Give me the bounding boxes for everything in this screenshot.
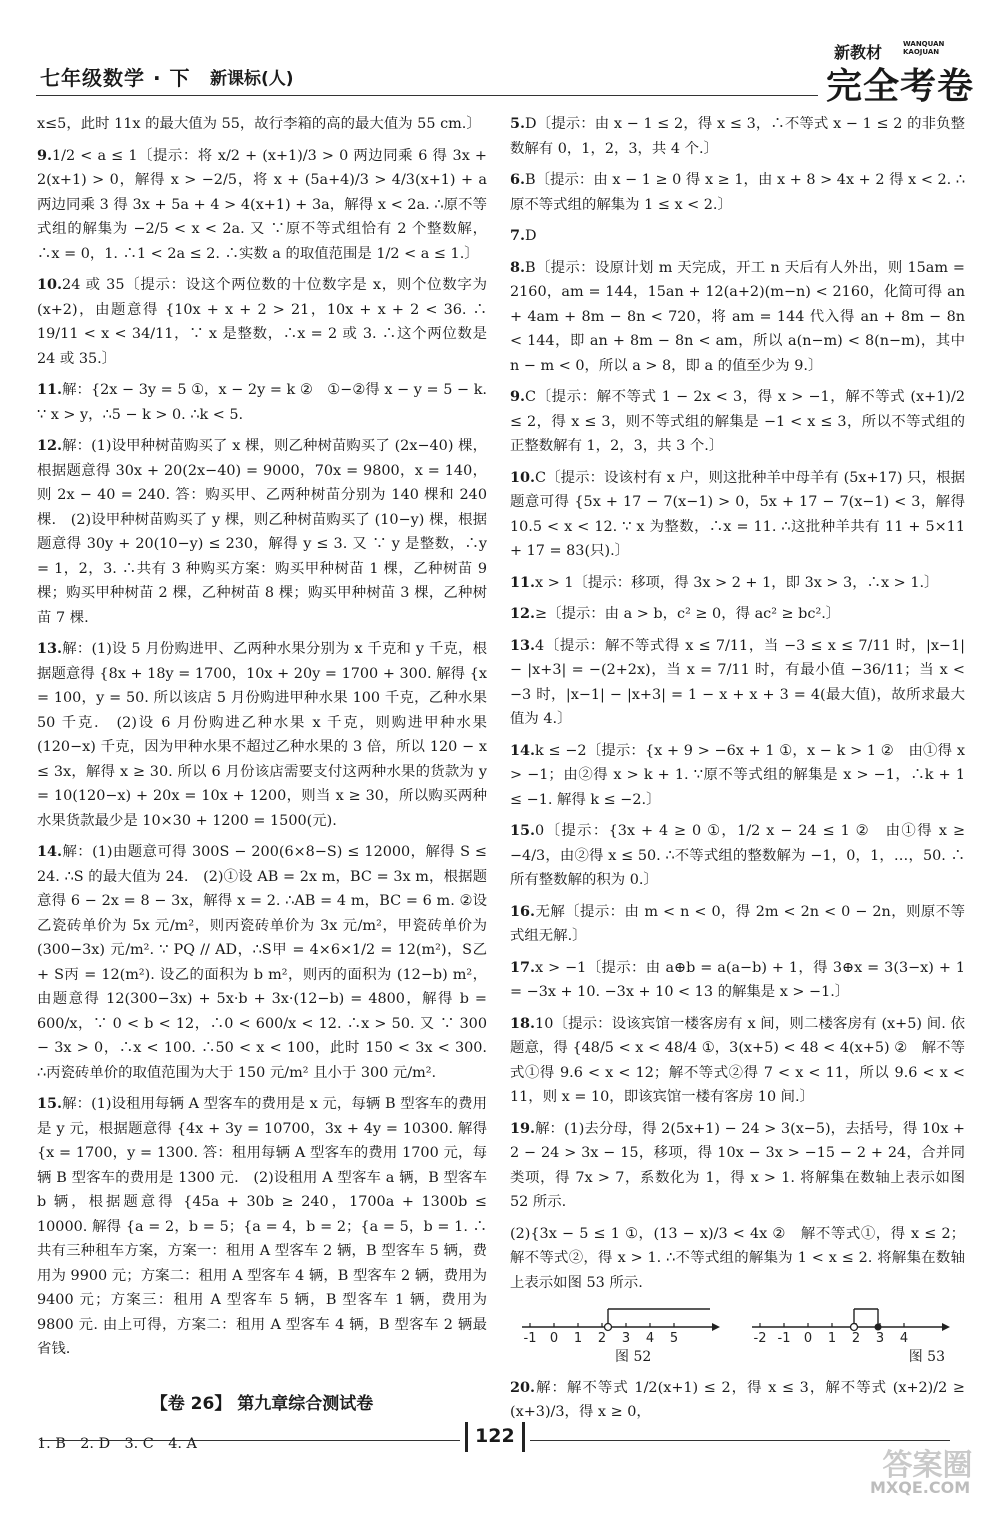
answer-text: 解：(1)设租用每辆 A 型客车的费用是 x 元，每辆 B 型客车的费用是 y 元，根据题意得 {4x + 3y = 10700，3x + 4y = 10300. 解得 {x = 1700，y = 1300. 答：租用每辆 A 型客车的费用 1700 元，每辆 B 型客车的费用是 1300 元. (2)设租用 A 型客车 a 辆，B 型客车 b 辆，根据题意得 {45a + 30b ≥ 240，1700a + 1300b ≤ 10000. 解得 {a = 2，b = 5；{a = 4，b = 2；{a = 5，b = 1. ∴共有三种租车方案，方案一：租用 A 型客车 2 辆，B 型客车 5 辆，费用为 9900 元；方案二：租用 A 型客车 4 辆，B 型客车 2 辆，费用为 9400 元；方案三：租用 A 型客车 5 辆，B 型客车 1 辆，费用为 9800 元. 由上可得，方案二：租用 A 型客车 4 辆，B 型客车 2 辆最省钱. [37, 1096, 487, 1357]
answer-text: 解：解不等式 1/2(x+1) ≤ 2，得 x ≤ 3，解不等式 (x+2)/2 ≥ (x+3)/3，得 x ≥ 0， [510, 1379, 965, 1420]
answer-text: (2){3x − 5 ≤ 1 ①，(13 − x)/3 < 4x ② 解不等式①，得 x ≤ 2；解不等式②，得 x > 1. ∴不等式组的解集为 1 < x ≤ 2. 将解集在数轴上表示如图 53 所示. [510, 1225, 965, 1291]
answer-text: D〔提示：由 x − 1 ≤ 2，得 x ≤ 3，∴不等式 x − 1 ≤ 2 的非负整数解有 0，1，2，3，共 4 个.〕 [510, 116, 965, 157]
answer-text: 24 或 35〔提示：设这个两位数的十位数字是 x，则个位数字为 (x+2)，由题意得 {10x + x + 2 > 21，10x + x + 2 < 36. ∴ 19/11 < x < 34/11，∵ x 是整数，∴x = 2 或 3. ∴这个两位数是 24 或 35.〕 [37, 277, 487, 367]
answer-text: k ≤ −2〔提示：{x + 9 > −6x + 1 ①，x − k > 1 ② 由①得 x > −1；由②得 x > k + 1. ∵原不等式组的解集是 x > −1，∴k + 1 ≤ −1. 解得 k ≤ −2.〕 [510, 742, 965, 808]
question-number: 10. [37, 276, 63, 293]
left-answer-item [37, 434, 487, 630]
figure-53-caption: 图 53 [908, 1349, 945, 1365]
answer-text: B〔提示：设原计划 m 天完成，开工 n 天后有人外出，则 15am = 2160，am = 144，15an + 12(a+2)(m−n) < 2160，化简可得 an + 4am + 8m − 8n < 720，将 am = 144 代入得 an + 8m − 8n < 144，即 an + 8m − 8n < am，所以 a(n−m) < 8(n−m)，其中 n − m < 0，所以 a > 8，即 a 的值至少为 9.〕 [510, 259, 965, 374]
footer-bar-left [465, 1422, 468, 1452]
page-header [0, 0, 1000, 107]
question-number: 13. [510, 636, 536, 654]
right-answer-item [510, 224, 965, 249]
footer-bar-right [522, 1422, 525, 1452]
right-answer-item [510, 602, 965, 627]
tick-label: 3 [621, 1331, 631, 1345]
answer-text: C〔提示：解不等式 1 − 2x < 3，得 x > −1，解不等式 (x+1)/2 ≤ 2，得 x ≤ 3，则不等式组的解集是 −1 < x ≤ 3，所以不等式组的正整数解有 1，2，3，共 3 个.〕 [510, 389, 965, 454]
answer-text: C〔提示：设该村有 x 户，则这批种羊中母羊有 (5x+17) 只，根据题意可得 {5x + 17 − 7(x−1) > 0，5x + 17 − 7(x−1) < 3，解得 10.5 < x < 12. ∵ x 为整数，∴x = 11. ∴这批种羊共有 11 + 5×11 + 17 = 83(只).〕 [510, 469, 965, 559]
question-number: 16. [510, 902, 536, 920]
right-answer-item [510, 1012, 965, 1110]
tick-label: 4 [645, 1331, 655, 1345]
brand-logo: 完全考卷 [826, 66, 975, 107]
tick-label: 5 [669, 1331, 679, 1345]
watermark-logo: 答案圈 [882, 1448, 973, 1483]
question-number: 9. [510, 388, 526, 405]
tick-label: 0 [803, 1331, 813, 1345]
short-answers: 1. B 2. D 3. C 4. A [37, 1436, 197, 1452]
closed-point [875, 1324, 882, 1331]
question-number: 13. [37, 640, 63, 657]
right-answer-item [510, 1222, 965, 1296]
tick-label: -1 [777, 1331, 791, 1345]
answer-text: x≤5，此时 11x 的最大值为 55，故行李箱的高的最大值为 55 cm.〕 [37, 116, 481, 132]
left-answer-item [37, 840, 487, 1085]
axis-arrow [712, 1323, 720, 1331]
question-number: 10. [510, 468, 536, 486]
tick-label: 3 [875, 1331, 885, 1345]
answer-text: 解：(1)设甲种树苗购买了 x 棵，则乙种树苗购买了 (2x−40) 棵，根据题意得 30x + 20(2x−40) = 9000，70x = 9800，x = 140，则 2x − 40 = 240. 答：购买甲、乙两种树苗分别为 140 棵和 240 棵. (2)设甲种树苗购买了 y 棵，则乙种树苗购买了 (10−y) 棵，根据题意得 30y + 20(10−y) ≤ 230，解得 y ≤ 3. 又 ∵ y 是整数，∴y = 1，2，3. ∴共有 3 种购买方案：购买甲种树苗 1 棵，乙种树苗 9 棵；购买甲种树苗 2 棵，乙种树苗 8 棵；购买甲种树苗 3 棵，乙种树苗 7 棵. [37, 438, 487, 626]
question-number: 20. [510, 1378, 536, 1396]
question-number: 7. [510, 227, 526, 244]
answer-text: 无解〔提示：由 m < n < 0，得 2m < 2n < 0 − 2n，则原不等式组无解.〕 [510, 903, 965, 944]
figure-53-number-line [750, 1303, 950, 1345]
page-number: 122 [475, 1425, 515, 1447]
question-number: 18. [510, 1014, 536, 1032]
right-answer-item [510, 168, 965, 217]
right-answer-item [510, 739, 965, 813]
right-answer-item [510, 385, 965, 459]
tick-label: 1 [827, 1331, 837, 1345]
figure-52-number-line [520, 1303, 720, 1345]
answer-text: 解：{2x − 3y = 5 ①，x − 2y = k ② ①−②得 x − y = 5 − k. ∵ x > y，∴5 − k > 0. ∴k < 5. [37, 382, 487, 423]
question-number: 11. [37, 381, 63, 398]
brand-pinyin-line-2: KAOJUAN [903, 48, 940, 56]
answer-text: 1/2 < a ≤ 1〔提示：将 x/2 + (x+1)/3 > 0 两边同乘 6 得 3x + 2(x+1) > 0，解得 x > −2/5，将 x + (5a+4)/3 > 4/3(x+1) + a 两边同乘 3 得 3x + 5a + 4 > 4(x+1) + 3a，解得 x < 2a. ∴原不等式组的解集为 −2/5 < x < 2a. 又 ∵原不等式组恰有 2 个整数解，∴x = 0，1. ∴1 < 2a ≤ 2. ∴实数 a 的取值范围是 1/2 < a ≤ 1.〕 [37, 147, 487, 262]
header-divider [36, 95, 818, 96]
figure-captions [615, 1345, 945, 1370]
left-answer-item [37, 1092, 487, 1362]
tick-label: -1 [523, 1331, 537, 1345]
question-number: 15. [37, 1095, 63, 1112]
left-column [37, 112, 487, 1464]
right-answer-item [510, 900, 965, 949]
question-number: 12. [37, 437, 63, 454]
right-answer-item [510, 1117, 965, 1215]
right-answer-item [510, 571, 965, 596]
number-line-figures [520, 1303, 950, 1345]
left-answer-item [37, 112, 487, 137]
right-answer-item [510, 466, 965, 564]
tick-label: 0 [549, 1331, 559, 1345]
answer-text: 10〔提示：设该宾馆一楼客房有 x 间，则二楼客房有 (x+5) 间. 依题意，得 {48/5 < x < 48/4 ①，3(x+5) < 48 < 4(x+5) ② 解不等式①得 9.6 < x < 12；解不等式②得 7 < x < 11，所以 9.6 < x < 11，则 x = 10，即该宾馆一楼有客房 10 间.〕 [510, 1015, 965, 1105]
answer-text: x > −1〔提示：由 a⊕b = a(a−b) + 1，得 3⊕x = 3(3−x) + 1 = −3x + 10. −3x + 10 < 13 的解集是 x > −1.〕 [510, 959, 965, 1000]
right-answer-item [510, 956, 965, 1005]
right-answer-list [510, 112, 965, 1295]
right-column [510, 112, 965, 1432]
footer-rule-left [40, 1440, 460, 1441]
answer-text: 解：(1)设 5 月份购进甲、乙两种水果分别为 x 千克和 y 千克，根据题意得 {8x + 18y = 1700，10x + 20y = 1700 + 300. 解得 {x = 100，y = 50. 所以该店 5 月份购进甲种水果 100 千克，乙种水果 50 千克. (2)设 6 月份购进乙种水果 x 千克，则购进甲种水果 (120−x) 千克，因为甲种水果不超过乙种水果的 3 倍，所以 120 − x ≤ 3x，解得 x ≥ 30. 所以 6 月份该店需要支付这两种水果的货款为 y = 10(120−x) + 20x = 10x + 1200，则当 x ≥ 30，所以购买两种水果货款最少是 10×30 + 1200 = 1500(元). [37, 641, 487, 829]
question-number: 14. [510, 741, 536, 759]
section-title: 【卷 26】 第九章综合测试卷 [150, 1393, 374, 1414]
axis-arrow [942, 1323, 950, 1331]
question-number: 17. [510, 958, 536, 976]
tick-label: 2 [851, 1331, 861, 1345]
left-answer-item [37, 144, 487, 267]
question-number: 12. [510, 605, 536, 622]
answer-text: 4〔提示：解不等式得 x ≤ 7/11，当 −3 ≤ x ≤ 7/11 时，|x−1| − |x+3| = −(2+2x)，当 x = 7/11 时，有最小值 −36/11；当 x < −3 时，|x−1| − |x+3| = 1 − x + x + 3 = 4(最大值)，故所求最大值为 4.〕 [510, 637, 965, 727]
answer-text: x > 1〔提示：移项，得 3x > 2 + 1，即 3x > 3，∴x > 1.〕 [535, 574, 939, 591]
brand-pinyin-line-1: WANQUAN [903, 40, 945, 48]
tick-label: 4 [899, 1331, 909, 1345]
tick-label: 1 [573, 1331, 583, 1345]
answer-text: 0〔提示：{3x + 4 ≥ 0 ①，1/2 x − 24 ≤ 1 ② 由①得 x ≥ −4/3，由②得 x ≤ 50. ∴不等式组的整数解为 −1，0，1，…，50. ∴所有整数解的积为 0.〕 [510, 823, 965, 888]
open-point [851, 1324, 858, 1331]
question-number: 15. [510, 822, 536, 839]
right-answer-item [510, 634, 965, 732]
book-edition: 新课标(人) [210, 69, 294, 89]
question-number: 9. [37, 146, 53, 164]
figure-52-caption: 图 52 [615, 1349, 652, 1365]
tick-label: 2 [597, 1331, 607, 1345]
answer-text: 解：(1)由题意可得 300S − 200(6×8−S) ≤ 12000，解得 S ≤ 24. ∴S 的最大值为 24. (2)①设 AB = 2x m，BC = 3x m，根据题意得 6 − 2x = 8 − 3x，解得 x = 2. ∴AB = 4 m，BC = 6 m. ②设乙瓷砖单价为 5x 元/m²，则丙瓷砖单价为 3x 元/m²，甲瓷砖单价为 (300−3x) 元/m². ∵ PQ // AD，∴S甲 = 4×6×1/2 = 12(m²)，S乙 + S丙 = 12(m²). 设乙的面积为 b m²，则丙的面积为 (12−b) m²，由题意得 12(300−3x) + 5x·b + 3x·(12−b) = 4800，解得 b = 600/x，∵ 0 < b < 12，∴0 < 600/x < 12. ∴x > 50. 又 ∵ 300 − 3x > 0，∴x < 100. ∴50 < x < 100，此时 150 < 3x < 300. ∴丙瓷砖单价的取值范围为大于 150 元/m² 且小于 300 元/m². [37, 844, 487, 1081]
right-answer-item [510, 112, 965, 161]
question-number: 19. [510, 1119, 536, 1137]
answer-text: B〔提示：由 x − 1 ≥ 0 得 x ≥ 1，由 x + 8 > 4x + 2 得 x < 2. ∴原不等式组的解集为 1 ≤ x < 2.〕 [510, 172, 965, 213]
answer-text: ≥〔提示：由 a > b，c² ≥ 0，得 ac² ≥ bc².〕 [535, 606, 841, 622]
brand-subtitle: 新教材 [834, 43, 883, 62]
brand-pinyin [903, 40, 944, 56]
answer-item-20 [510, 1376, 965, 1425]
question-number: 5. [510, 115, 526, 132]
left-answer-item [37, 637, 487, 833]
answer-text: D [525, 228, 537, 244]
question-number: 14. [37, 843, 63, 860]
question-number: 6. [510, 171, 526, 188]
left-answer-item [37, 378, 487, 427]
left-answer-item [37, 273, 487, 371]
tick-label: -2 [753, 1331, 767, 1345]
watermark-url: MXQE.COM [870, 1478, 971, 1497]
answer-text: 解：(1)去分母，得 2(5x+1) − 24 > 3(x−5)，去括号，得 10x + 2 − 24 > 3x − 15，移项，得 10x − 3x > −15 − 2 + 24，合并同类项，得 7x > 7，系数化为 1，得 x > 1. 将解集在数轴上表示如图 52 所示. [510, 1120, 965, 1210]
book-title: 七年级数学 · 下 [40, 66, 191, 90]
right-answer-item [510, 819, 965, 893]
right-answer-item [510, 256, 965, 379]
open-point [605, 1324, 612, 1331]
question-number: 11. [510, 573, 536, 591]
left-answer-list [37, 112, 487, 1362]
question-number: 8. [510, 258, 526, 276]
